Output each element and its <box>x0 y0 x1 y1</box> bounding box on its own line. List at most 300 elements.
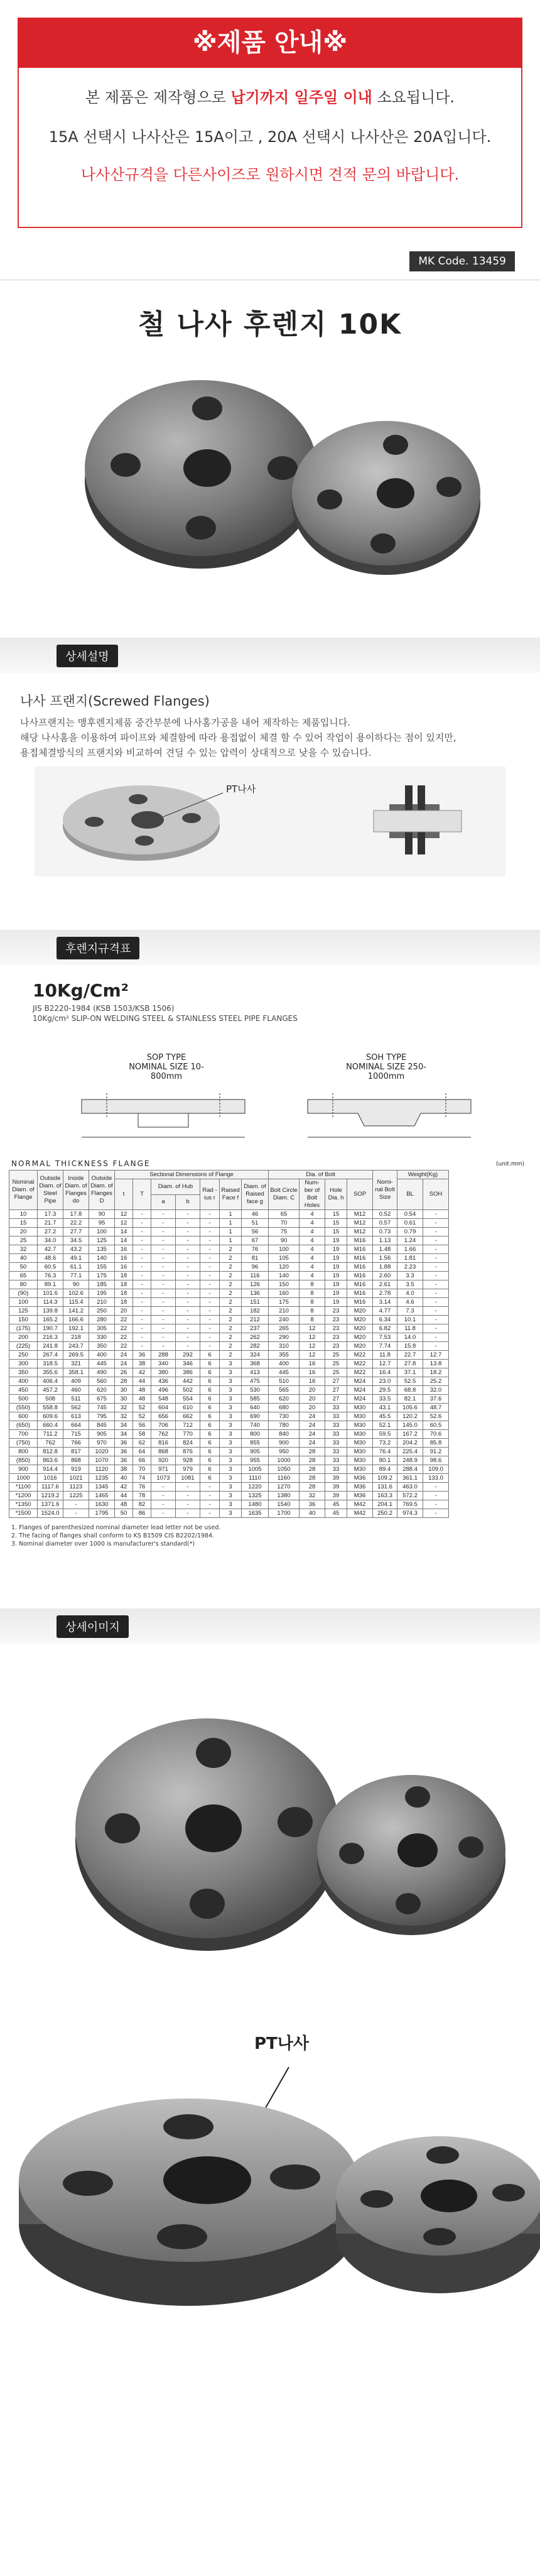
table-cell: 6 <box>200 1377 220 1386</box>
table-cell: 262 <box>242 1333 269 1342</box>
table-cell: 2 <box>220 1307 242 1316</box>
table-cell: - <box>151 1307 176 1316</box>
table-cell: 6 <box>200 1412 220 1421</box>
table-cell: 34 <box>115 1430 133 1439</box>
table-cell: 662 <box>176 1412 200 1421</box>
detail-diagram <box>35 767 505 876</box>
table-cell: - <box>63 1500 89 1509</box>
table-cell: 288 <box>151 1351 176 1360</box>
product-code-badge: MK Code. 13459 <box>409 251 515 271</box>
table-cell: 32 <box>9 1245 38 1254</box>
table-cell: 43.2 <box>63 1245 89 1254</box>
table-cell: 2 <box>220 1289 242 1298</box>
table-cell: 4.77 <box>373 1307 397 1316</box>
table-cell: 140 <box>269 1272 300 1280</box>
table-cell: 265 <box>269 1324 300 1333</box>
table-cell: 67 <box>242 1236 269 1245</box>
table-cell: 1073 <box>151 1474 176 1483</box>
table-cell: - <box>133 1316 151 1324</box>
table-cell: 16.4 <box>373 1368 397 1377</box>
table-cell: 12 <box>115 1219 133 1228</box>
table-cell: - <box>423 1316 449 1324</box>
table-cell: 3.5 <box>397 1280 423 1289</box>
table-cell: - <box>200 1289 220 1298</box>
table-cell: 37.1 <box>397 1368 423 1377</box>
table-cell: - <box>176 1298 200 1307</box>
table-cell: 120 <box>269 1263 300 1272</box>
table-cell: 1120 <box>89 1465 115 1474</box>
table-cell: - <box>200 1254 220 1263</box>
table-cell: 23 <box>325 1316 347 1324</box>
table-cell: 876 <box>176 1448 200 1456</box>
table-cell: (650) <box>9 1421 38 1430</box>
table-cell: 300 <box>9 1360 38 1368</box>
table-cell: 12 <box>300 1333 325 1342</box>
table-cell: 19 <box>325 1289 347 1298</box>
table-cell: 585 <box>242 1395 269 1404</box>
table-cell: 10.1 <box>397 1316 423 1324</box>
table-row <box>9 1351 449 1360</box>
table-cell: 185 <box>89 1280 115 1289</box>
table-cell: 12 <box>300 1342 325 1351</box>
table-cell: 210 <box>269 1307 300 1316</box>
table-cell: 905 <box>89 1430 115 1439</box>
table-cell: 3 <box>220 1448 242 1456</box>
th-num: Num- ber of Bolt Holes <box>300 1179 325 1210</box>
table-cell: 8 <box>300 1316 325 1324</box>
table-cell: - <box>200 1316 220 1324</box>
table-cell: 96 <box>242 1263 269 1272</box>
th-bolt: Dia. of Bolt <box>269 1171 373 1179</box>
table-cell: 139.8 <box>38 1307 63 1316</box>
table-cell: 145.0 <box>397 1421 423 1430</box>
table-cell: - <box>423 1333 449 1342</box>
table-cell: - <box>423 1210 449 1219</box>
table-cell: 27 <box>325 1386 347 1395</box>
notice-line-3: 나사산규격을 다른사이즈로 원하시면 견적 문의 바랍니다. <box>80 166 460 183</box>
table-cell: 42 <box>115 1483 133 1492</box>
table-cell: 30 <box>115 1395 133 1404</box>
table-cell: - <box>151 1324 176 1333</box>
table-cell: 77.1 <box>63 1272 89 1280</box>
table-cell: 52.6 <box>423 1412 449 1421</box>
table-cell: M22 <box>347 1368 373 1377</box>
table-cell: 12.7 <box>373 1360 397 1368</box>
table-cell: 730 <box>269 1412 300 1421</box>
table-cell: 101.6 <box>38 1289 63 1298</box>
table-cell: 604 <box>151 1404 176 1412</box>
table-cell: M12 <box>347 1210 373 1219</box>
table-cell: 6.34 <box>373 1316 397 1324</box>
table-cell: 920 <box>151 1456 176 1465</box>
table-cell: 20 <box>300 1395 325 1404</box>
th-id-flange: Inside Diam. of Flanges do <box>63 1171 89 1210</box>
table-cell: 32 <box>115 1404 133 1412</box>
table-cell: 0.79 <box>397 1228 423 1236</box>
table-cell: 18.2 <box>423 1368 449 1377</box>
table-cell: 6 <box>200 1421 220 1430</box>
table-cell: 1081 <box>176 1474 200 1483</box>
table-cell: 318.5 <box>38 1360 63 1368</box>
table-cell: 16 <box>300 1377 325 1386</box>
table-cell: M30 <box>347 1456 373 1465</box>
table-cell: 4 <box>300 1245 325 1254</box>
table-row <box>9 1377 449 1386</box>
table-cell: 795 <box>89 1412 115 1421</box>
table-cell: 675 <box>89 1395 115 1404</box>
table-notes: 1. Flanges of parenthesized nominal diameter lead letter not be used. 2. The facing of flanges shall conform to KS B1509 CIS B2202/1984. 3. Nominal diameter over 1000 is manufacturer's standard(*) <box>11 1524 221 1547</box>
table-cell: 17.3 <box>38 1210 63 1219</box>
table-cell: 248.9 <box>397 1456 423 1465</box>
table-cell: 11.8 <box>373 1351 397 1360</box>
table-row <box>9 1219 449 1228</box>
table-cell: 1219.2 <box>38 1492 63 1500</box>
table-cell: - <box>176 1263 200 1272</box>
table-cell: 620 <box>269 1395 300 1404</box>
table-cell: - <box>200 1236 220 1245</box>
table-cell: 36 <box>115 1448 133 1456</box>
table-cell: (550) <box>9 1404 38 1412</box>
th-od-pipe: Outside Diam. of Steel Pipe <box>38 1171 63 1210</box>
table-cell: - <box>133 1263 151 1272</box>
table-cell: 2 <box>220 1342 242 1351</box>
table-cell: 15 <box>325 1210 347 1219</box>
table-cell: 27.2 <box>38 1228 63 1236</box>
table-cell: 14 <box>115 1236 133 1245</box>
table-cell: 855 <box>242 1439 269 1448</box>
table-cell: 640 <box>242 1404 269 1412</box>
table-cell: 560 <box>89 1377 115 1386</box>
table-cell: 80 <box>9 1280 38 1289</box>
soh-label: SOH TYPE NOMINAL SIZE 250-1000mm <box>346 1053 426 1081</box>
table-cell: M30 <box>347 1448 373 1456</box>
table-cell: 243.7 <box>63 1342 89 1351</box>
table-cell: 6 <box>200 1465 220 1474</box>
table-cell: 49.1 <box>63 1254 89 1263</box>
table-cell: - <box>423 1324 449 1333</box>
table-cell: 1021 <box>63 1474 89 1483</box>
table-cell: 1 <box>220 1210 242 1219</box>
table-cell: - <box>133 1228 151 1236</box>
table-cell: 620 <box>89 1386 115 1395</box>
table-cell: - <box>176 1500 200 1509</box>
table-cell: - <box>423 1483 449 1492</box>
table-cell: 28 <box>300 1456 325 1465</box>
table-cell: 1795 <box>89 1509 115 1518</box>
table-cell: 900 <box>9 1465 38 1474</box>
table-row <box>9 1245 449 1254</box>
table-cell: *1500 <box>9 1509 38 1518</box>
table-cell: 89.1 <box>38 1280 63 1289</box>
table-cell: 85.8 <box>423 1439 449 1448</box>
table-cell: 25.2 <box>423 1377 449 1386</box>
table-cell: - <box>423 1272 449 1280</box>
table-cell: 81 <box>242 1254 269 1263</box>
detail-image-1 <box>0 1671 540 1998</box>
table-cell: M16 <box>347 1272 373 1280</box>
th-t: t <box>115 1179 133 1210</box>
table-cell: 64 <box>133 1448 151 1456</box>
table-cell: 609.6 <box>38 1412 63 1421</box>
table-cell: 25 <box>325 1360 347 1368</box>
table-cell: 3 <box>220 1377 242 1386</box>
table-cell: 0.54 <box>397 1210 423 1219</box>
table-cell: 36 <box>115 1456 133 1465</box>
table-cell: M12 <box>347 1219 373 1228</box>
flange-cross-sections <box>57 1081 509 1150</box>
table-row <box>9 1448 449 1456</box>
table-cell: 15 <box>325 1228 347 1236</box>
table-cell: - <box>176 1254 200 1263</box>
table-cell: 450 <box>9 1386 38 1395</box>
spec-table-wrapper <box>9 1170 449 1518</box>
table-cell: 4 <box>300 1254 325 1263</box>
table-cell: 39 <box>325 1492 347 1500</box>
table-cell: 218 <box>63 1333 89 1342</box>
table-cell: 6 <box>200 1404 220 1412</box>
table-cell: 974.3 <box>397 1509 423 1518</box>
table-cell: - <box>176 1324 200 1333</box>
table-cell: 192.1 <box>63 1324 89 1333</box>
table-cell: M16 <box>347 1289 373 1298</box>
table-cell: 8 <box>300 1307 325 1316</box>
table-cell: 510 <box>269 1377 300 1386</box>
table-cell: 24 <box>300 1421 325 1430</box>
table-cell: 475 <box>242 1377 269 1386</box>
table-cell: 4 <box>300 1219 325 1228</box>
table-cell: 3 <box>220 1500 242 1509</box>
table-cell: 711.2 <box>38 1430 63 1439</box>
table-cell: 240 <box>269 1316 300 1324</box>
table-cell: (850) <box>9 1456 38 1465</box>
table-cell: 68.8 <box>397 1386 423 1395</box>
table-row <box>9 1210 449 1219</box>
table-cell: - <box>176 1210 200 1219</box>
table-cell: 1000 <box>9 1474 38 1483</box>
table-cell: 182 <box>242 1307 269 1316</box>
table-cell: 204.1 <box>373 1500 397 1509</box>
table-cell: 1160 <box>269 1474 300 1483</box>
table-cell: 1005 <box>242 1465 269 1474</box>
table-cell: 0.57 <box>373 1219 397 1228</box>
table-cell: 1.56 <box>373 1254 397 1263</box>
table-cell: 25 <box>325 1368 347 1377</box>
table-cell: 508 <box>38 1395 63 1404</box>
table-cell: M20 <box>347 1324 373 1333</box>
table-cell: 44 <box>115 1492 133 1500</box>
table-cell: 100 <box>269 1245 300 1254</box>
table-cell: 766 <box>63 1439 89 1448</box>
table-cell: 50 <box>115 1509 133 1518</box>
table-cell: 500 <box>9 1395 38 1404</box>
table-cell: 3 <box>220 1412 242 1421</box>
table-cell: 350 <box>9 1368 38 1377</box>
table-cell: 58 <box>133 1430 151 1439</box>
th-rad: Rad -ius r <box>200 1179 220 1210</box>
flange-photo-3 <box>0 2067 540 2457</box>
table-cell: 45 <box>325 1509 347 1518</box>
table-cell: 91.2 <box>423 1448 449 1456</box>
table-row <box>9 1500 449 1509</box>
table-cell: 23 <box>325 1307 347 1316</box>
table-cell: 80.1 <box>373 1456 397 1465</box>
table-cell: 126 <box>242 1280 269 1289</box>
table-cell: 78 <box>133 1492 151 1500</box>
table-cell: 1.24 <box>397 1236 423 1245</box>
table-cell: 70.6 <box>423 1430 449 1439</box>
table-cell: 400 <box>269 1360 300 1368</box>
table-cell: 1465 <box>89 1492 115 1500</box>
table-cell: 190.7 <box>38 1324 63 1333</box>
table-cell: 1225 <box>63 1492 89 1500</box>
table-cell: 16 <box>115 1263 133 1272</box>
table-cell: 1480 <box>242 1500 269 1509</box>
table-cell: 40 <box>115 1474 133 1483</box>
table-cell: - <box>151 1333 176 1342</box>
table-row <box>9 1298 449 1307</box>
table-heading: NORMAL THICKNESS FLANGE <box>11 1159 151 1168</box>
table-cell: 1070 <box>89 1456 115 1465</box>
table-cell: 1000 <box>269 1456 300 1465</box>
table-cell: - <box>151 1280 176 1289</box>
table-cell: 48 <box>133 1395 151 1404</box>
table-cell: 48 <box>115 1500 133 1509</box>
table-cell: - <box>151 1245 176 1254</box>
table-cell: - <box>133 1210 151 1219</box>
table-cell: 745 <box>89 1404 115 1412</box>
table-cell: 280 <box>89 1316 115 1324</box>
table-cell: M22 <box>347 1351 373 1360</box>
table-cell: - <box>423 1263 449 1272</box>
table-cell: 355.6 <box>38 1368 63 1377</box>
table-cell: 163.3 <box>373 1492 397 1500</box>
table-cell: 28 <box>300 1483 325 1492</box>
table-cell: 762 <box>151 1430 176 1439</box>
table-cell: 868 <box>151 1448 176 1456</box>
table-cell: 7.74 <box>373 1342 397 1351</box>
table-row <box>9 1430 449 1439</box>
table-cell: - <box>200 1298 220 1307</box>
table-cell: 166.6 <box>63 1316 89 1324</box>
table-cell: 14.0 <box>397 1333 423 1342</box>
table-cell: 971 <box>151 1465 176 1474</box>
table-cell: 1635 <box>242 1509 269 1518</box>
th-hub: Diam. of Hub <box>151 1179 200 1195</box>
table-cell: 1110 <box>242 1474 269 1483</box>
table-cell: 29.5 <box>373 1386 397 1395</box>
table-cell: 25 <box>325 1351 347 1360</box>
table-cell: 13.8 <box>423 1360 449 1368</box>
table-cell: - <box>151 1236 176 1245</box>
table-cell: 600 <box>9 1412 38 1421</box>
table-cell: 89.4 <box>373 1465 397 1474</box>
table-cell: 32.0 <box>423 1386 449 1395</box>
table-row <box>9 1254 449 1263</box>
table-cell: 1371.6 <box>38 1500 63 1509</box>
table-cell: 330 <box>89 1333 115 1342</box>
table-cell: 23.0 <box>373 1377 397 1386</box>
table-cell: 406.4 <box>38 1377 63 1386</box>
table-cell: 2 <box>220 1254 242 1263</box>
table-cell: 19 <box>325 1245 347 1254</box>
th-raised-d: Diam. of Raised face g <box>242 1179 269 1210</box>
table-cell: 6 <box>200 1456 220 1465</box>
table-cell: - <box>176 1228 200 1236</box>
table-cell: - <box>63 1509 89 1518</box>
table-cell: 38 <box>115 1465 133 1474</box>
table-cell: 56 <box>133 1421 151 1430</box>
table-cell: - <box>423 1254 449 1263</box>
table-cell: 19 <box>325 1298 347 1307</box>
table-cell: - <box>423 1492 449 1500</box>
table-row <box>9 1483 449 1492</box>
table-cell: 15.8 <box>397 1342 423 1351</box>
table-cell: 1 <box>220 1236 242 1245</box>
table-cell: - <box>200 1263 220 1272</box>
table-cell: 22 <box>115 1324 133 1333</box>
table-cell: 1020 <box>89 1448 115 1456</box>
table-cell: 712 <box>176 1421 200 1430</box>
table-cell: 18 <box>115 1280 133 1289</box>
table-cell: 490 <box>89 1368 115 1377</box>
table-cell: 3 <box>220 1483 242 1492</box>
table-cell: 27 <box>325 1377 347 1386</box>
table-cell: 2 <box>220 1280 242 1289</box>
table-cell: 6 <box>200 1430 220 1439</box>
table-cell: M42 <box>347 1509 373 1518</box>
table-cell: 90 <box>269 1236 300 1245</box>
table-cell: 125 <box>9 1307 38 1316</box>
table-cell: 565 <box>269 1386 300 1395</box>
table-cell: M12 <box>347 1228 373 1236</box>
table-cell: 75 <box>269 1228 300 1236</box>
table-cell: 2.78 <box>373 1289 397 1298</box>
table-cell: 700 <box>9 1430 38 1439</box>
table-cell: 800 <box>242 1430 269 1439</box>
table-cell: 250 <box>89 1307 115 1316</box>
spec-table-body <box>9 1210 449 1518</box>
table-cell: 2 <box>220 1298 242 1307</box>
table-cell: 24 <box>115 1351 133 1360</box>
table-cell: 269.5 <box>63 1351 89 1360</box>
th-nominal: Nominal Diam. of Flange <box>9 1171 38 1210</box>
table-cell: 321 <box>63 1360 89 1368</box>
table-cell: - <box>423 1307 449 1316</box>
table-cell: 3 <box>220 1474 242 1483</box>
table-cell: 610 <box>176 1404 200 1412</box>
table-cell: 4 <box>300 1236 325 1245</box>
table-cell: 60.5 <box>423 1421 449 1430</box>
table-cell: 70 <box>269 1219 300 1228</box>
table-cell: - <box>151 1263 176 1272</box>
table-cell: 324 <box>242 1351 269 1360</box>
table-cell: 39 <box>325 1474 347 1483</box>
std-line-1: JIS B2220-1984 (KSB 1503/KSB 1506) <box>33 1004 175 1013</box>
table-cell: 613 <box>63 1412 89 1421</box>
table-row <box>9 1465 449 1474</box>
table-cell: 15 <box>325 1219 347 1228</box>
table-cell: 6 <box>200 1351 220 1360</box>
table-cell: M16 <box>347 1236 373 1245</box>
pt-thread-callout: PT나사 <box>226 783 256 795</box>
table-cell: 17.8 <box>63 1210 89 1219</box>
table-cell: - <box>200 1280 220 1289</box>
table-cell: 19 <box>325 1254 347 1263</box>
std-line-2: 10Kg/cm² SLIP-ON WELDING STEEL & STAINLESS STEEL PIPE FLANGES <box>33 1014 298 1023</box>
table-cell: M30 <box>347 1430 373 1439</box>
table-cell: 305 <box>89 1324 115 1333</box>
table-cell: 2.61 <box>373 1280 397 1289</box>
